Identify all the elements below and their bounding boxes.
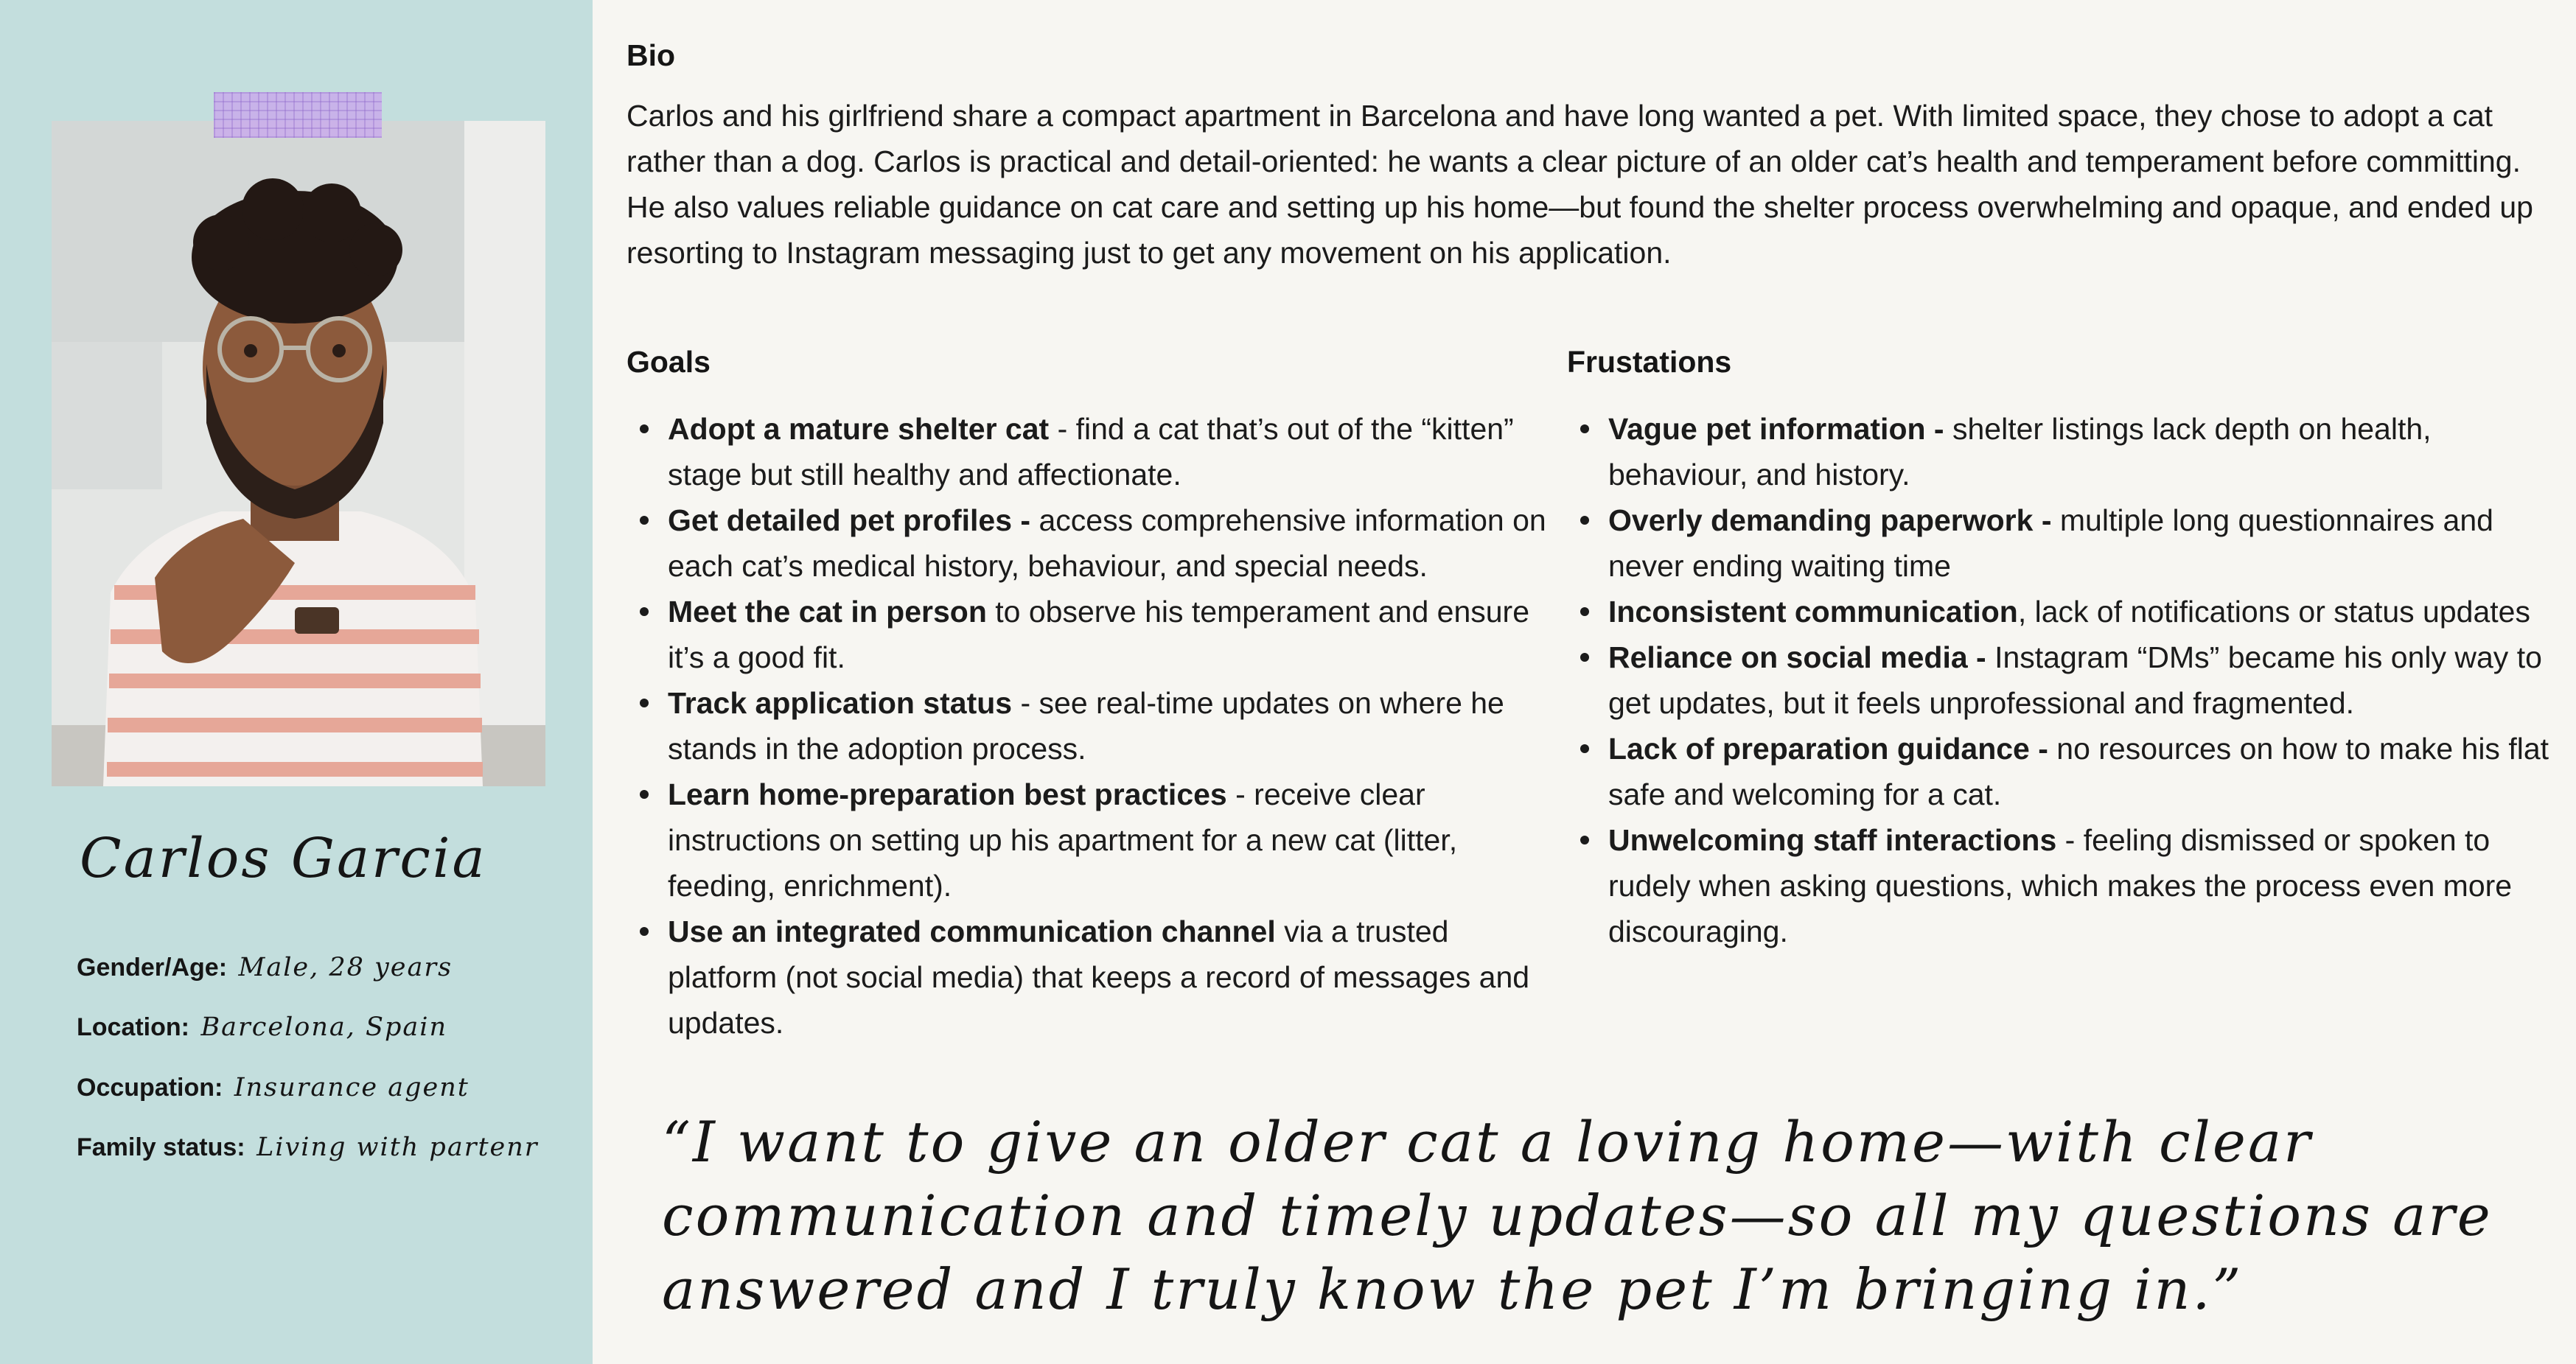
- goal-item: [626, 909, 1557, 1046]
- goal-item: [626, 497, 1557, 589]
- detail-location: [77, 1012, 447, 1042]
- detail-occupation: [77, 1073, 470, 1102]
- goal-title: Get detailed pet profiles -: [668, 503, 1031, 537]
- frustration-text: shelter listings lack depth on health, behaviour, and history.: [1608, 412, 2432, 492]
- detail-label: Family status:: [77, 1133, 245, 1161]
- frustration-text: - feeling dismissed or spoken to rudely when asking questions, which makes the process even more discouraging.: [1608, 823, 2513, 948]
- detail-value: Barcelona, Spain: [200, 1012, 447, 1042]
- frustration-title: Lack of preparation guidance -: [1608, 732, 2048, 766]
- frustration-text: multiple long questionnaires and never ending waiting time: [1608, 503, 2493, 583]
- goal-title: Meet the cat in person: [668, 595, 987, 629]
- persona-sidebar: [0, 0, 593, 1364]
- frustration-text: Instagram “DMs” became his only way to get updates, but it feels unprofessional and fragmented.: [1608, 640, 2542, 720]
- goal-title: Use an integrated communication channel: [668, 914, 1276, 948]
- detail-gender-age: [77, 953, 453, 982]
- frustration-title: Reliance on social media -: [1608, 640, 1986, 674]
- goal-text: - see real-time updates on where he stands in the adoption process.: [668, 686, 1504, 766]
- washi-tape-decoration: [214, 92, 382, 138]
- goal-item: [626, 589, 1557, 680]
- goal-text: access comprehensive information on each cat’s medical history, behaviour, and special needs.: [668, 503, 1546, 583]
- frustrations-list: [1567, 406, 2558, 954]
- detail-value: Living with partenr: [256, 1133, 539, 1162]
- detail-value: Insurance agent: [234, 1073, 470, 1102]
- frustration-item: [1567, 726, 2558, 817]
- frustration-item: [1567, 634, 2558, 726]
- goals-list: [626, 406, 1557, 1046]
- detail-label: Gender/Age:: [77, 954, 228, 982]
- goal-title: Adopt a mature shelter cat: [668, 412, 1050, 446]
- frustration-title: Overly demanding paperwork -: [1608, 503, 2052, 537]
- frustrations-heading: Frustations: [1567, 345, 1732, 379]
- goals-heading: Goals: [626, 345, 711, 379]
- frustration-text: no resources on how to make his flat safe and welcoming for a cat.: [1608, 732, 2549, 811]
- frustration-item: [1567, 497, 2558, 589]
- goal-text: - find a cat that’s out of the “kitten” stage but still healthy and affectionate.: [668, 412, 1514, 492]
- goal-text: - receive clear instructions on setting up his apartment for a new cat (litter, feeding, enrichment).: [668, 777, 1458, 903]
- goal-title: Track application status: [668, 686, 1013, 720]
- frustration-title: Vague pet information -: [1608, 412, 1944, 446]
- goal-title: Learn home-preparation best practices: [668, 777, 1227, 811]
- detail-label: Location:: [77, 1013, 189, 1041]
- frustration-title: Inconsistent communication: [1608, 595, 2018, 629]
- goal-text: to observe his temperament and ensure it’s a good fit.: [668, 595, 1530, 674]
- frustration-title: Unwelcoming staff interactions: [1608, 823, 2057, 857]
- goal-text: via a trusted platform (not social media) that keeps a record of messages and updates.: [668, 914, 1530, 1040]
- persona-portrait-illustration: [52, 121, 545, 786]
- detail-value: Male, 28 years: [238, 953, 453, 982]
- goal-item: [626, 406, 1557, 497]
- frustration-item: [1567, 406, 2558, 497]
- goal-item: [626, 772, 1557, 909]
- persona-photo: [52, 121, 545, 786]
- detail-label: Occupation:: [77, 1074, 223, 1102]
- frustration-item: [1567, 817, 2558, 954]
- frustration-item: [1567, 589, 2558, 634]
- goal-item: [626, 680, 1557, 772]
- persona-quote: “I want to give an older cat a loving home—with clear communication and timely updates—so all my questions are answered and I truly know the pet I’m bringing in.”: [662, 1109, 2493, 1322]
- detail-family-status: [77, 1133, 539, 1162]
- bio-text: Carlos and his girlfriend share a compact apartment in Barcelona and have long wanted a pet. With limited space, they chose to adopt a cat rather than a dog. Carlos is practical and detail-oriented: he wants a clear picture of an older cat’s health and temperament before committing. He also values reliable guidance on cat care and setting up his home—but found the shelter process overwhelming and opaque, and ended up resorting to Instagram messaging just to get any movement on his application.: [626, 99, 2533, 270]
- bio-heading: Bio: [626, 38, 676, 72]
- frustration-text: , lack of notifications or status updates: [2017, 595, 2530, 629]
- persona-name: Carlos Garcia: [80, 827, 487, 890]
